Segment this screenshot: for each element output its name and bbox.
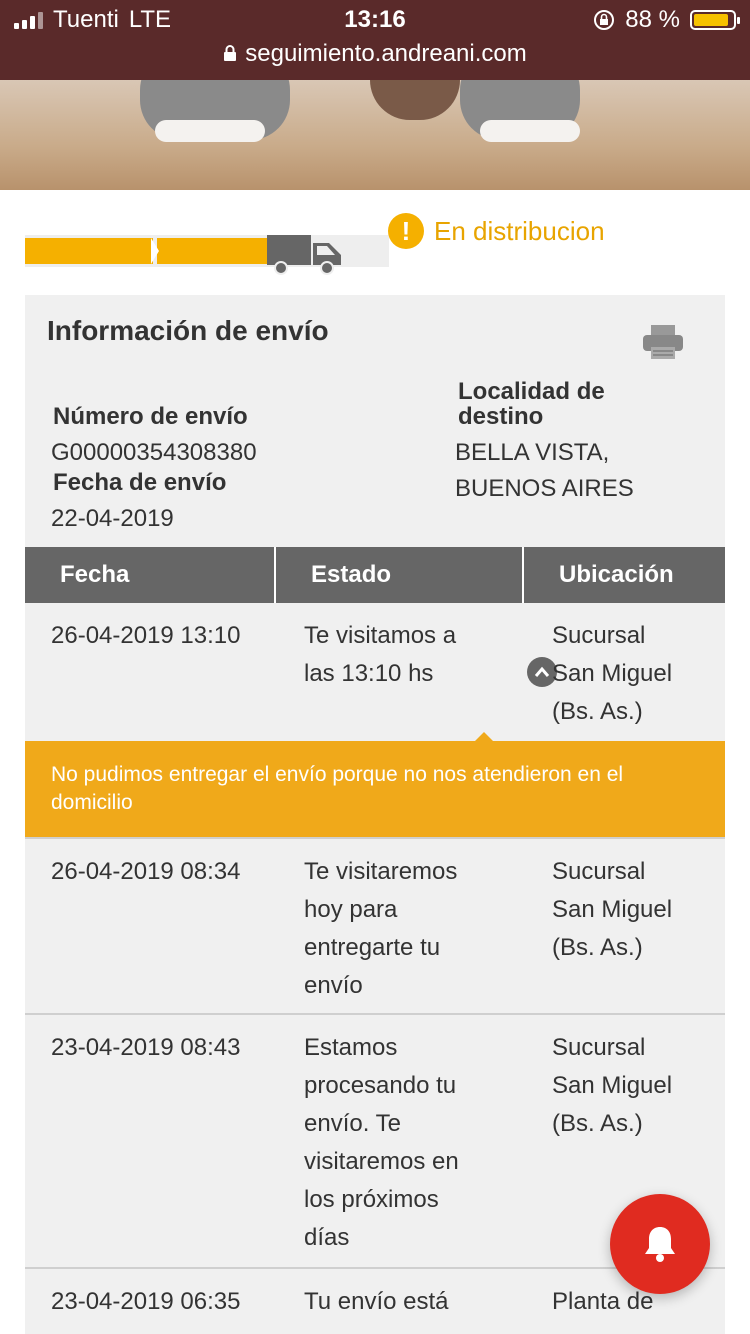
exclamation-icon: !	[388, 213, 424, 249]
truck-icon	[267, 235, 345, 277]
ubicacion-line: Sucursal	[552, 858, 646, 885]
table-row[interactable]	[25, 837, 725, 1015]
header-fecha: Fecha	[25, 547, 276, 603]
ubicacion-line: San Miguel	[552, 896, 673, 923]
estado-line: Te visitamos a	[304, 622, 457, 649]
leg	[370, 80, 460, 120]
cell-ubicacion	[552, 617, 722, 731]
destination-label-1: Localidad de	[458, 378, 605, 405]
ubicacion-line: (Bs. As.)	[552, 934, 643, 961]
estado-line: las 13:10 hs	[304, 660, 434, 687]
shipment-info-card	[25, 295, 725, 1334]
ubicacion-line: (Bs. As.)	[552, 1110, 643, 1137]
cell-ubicacion	[552, 1029, 722, 1143]
estado-line: entregarte tu	[304, 934, 441, 961]
shipment-status	[388, 213, 605, 249]
ubicacion-line: San Miguel	[552, 1072, 673, 1099]
battery-percent: 88 %	[625, 6, 680, 33]
ubicacion-line: Sucursal	[552, 622, 646, 649]
destination-label-2: destino	[458, 403, 544, 430]
table-header	[25, 547, 725, 603]
estado-line: envío. Te	[304, 1110, 401, 1137]
progress-segment-1	[25, 238, 153, 264]
cell-estado	[304, 617, 524, 693]
estado-line: Estamos	[304, 1034, 398, 1061]
network-type: LTE	[128, 6, 172, 33]
cell-fecha: 26-04-2019 08:34	[51, 858, 241, 885]
destination-line-1: BELLA VISTA,	[455, 439, 610, 466]
lock-icon	[223, 44, 237, 62]
card-title: Información de envío	[47, 315, 329, 346]
ubicacion-line: (Bs. As.)	[552, 698, 643, 725]
ubicacion-line: Planta de	[552, 1288, 654, 1315]
estado-line: envío	[304, 972, 363, 999]
table-row[interactable]	[25, 1269, 725, 1334]
status-text: En distribucion	[434, 215, 605, 246]
estado-line: Te visitaremos	[304, 858, 458, 885]
estado-line: los próximos	[304, 1186, 439, 1213]
carrier-name: Tuenti	[53, 6, 119, 33]
estado-line: hoy para	[304, 896, 398, 923]
header-ubicacion: Ubicación	[524, 547, 725, 603]
battery-icon	[690, 10, 736, 30]
estado-line: procesando tu	[304, 1072, 457, 1099]
table-row[interactable]	[25, 603, 725, 741]
ubicacion-line: Sucursal	[552, 1034, 646, 1061]
number-value: G00000354308380	[51, 439, 257, 466]
destination-line-2: BUENOS AIRES	[455, 475, 634, 502]
shoe-left-sole	[155, 120, 265, 142]
ubicacion-line: San Miguel	[552, 660, 673, 687]
delivery-progress-bar	[25, 235, 389, 267]
cell-estado	[304, 1283, 524, 1321]
estado-line: visitaremos en	[304, 1148, 459, 1175]
bell-icon	[642, 1224, 678, 1264]
cell-estado	[304, 1029, 524, 1257]
status-bar	[0, 0, 750, 80]
progress-divider	[151, 238, 159, 264]
number-label: Número de envío	[53, 403, 248, 430]
url-bar[interactable]	[0, 40, 750, 68]
date-value: 22-04-2019	[51, 505, 174, 532]
cell-ubicacion	[552, 853, 722, 967]
cell-estado	[304, 853, 524, 1005]
cell-fecha: 26-04-2019 13:10	[51, 622, 241, 649]
url-text: seguimiento.andreani.com	[245, 40, 527, 67]
hero-image	[0, 80, 750, 190]
cell-fecha: 23-04-2019 06:35	[51, 1288, 241, 1315]
shoe-right-sole	[480, 120, 580, 142]
cell-fecha: 23-04-2019 08:43	[51, 1034, 241, 1061]
estado-line: días	[304, 1224, 350, 1251]
header-estado: Estado	[276, 547, 524, 603]
orientation-lock-icon	[593, 9, 615, 31]
battery-group	[593, 6, 736, 34]
clock: 13:16	[344, 6, 406, 33]
printer-icon[interactable]	[641, 325, 685, 361]
delivery-note: No pudimos entregar el envío porque no nos atendieron en el domicilio	[25, 741, 725, 837]
progress-segment-2	[157, 238, 267, 264]
estado-line: Tu envío está	[304, 1288, 449, 1315]
notification-button[interactable]	[610, 1194, 710, 1294]
date-label: Fecha de envío	[53, 469, 227, 496]
